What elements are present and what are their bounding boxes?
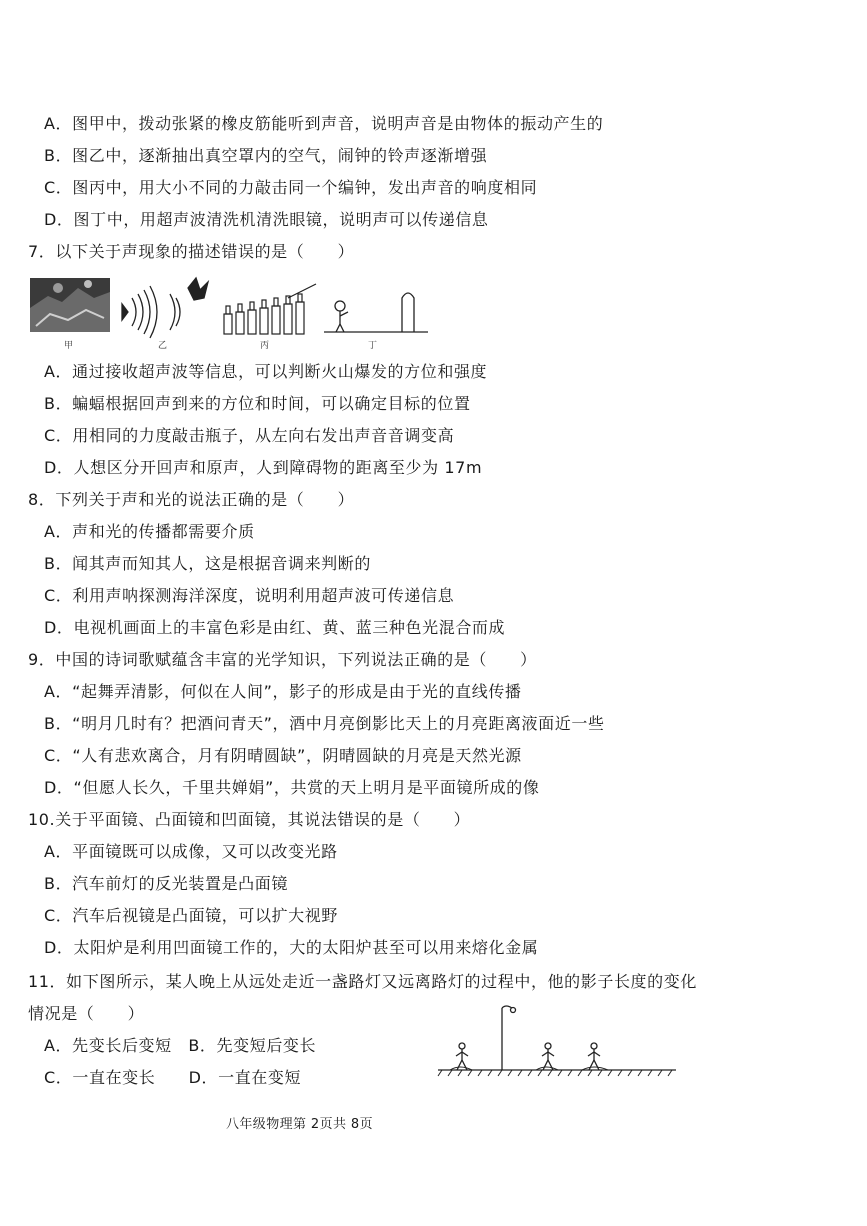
- q10-option-a: A．平面镜既可以成像，又可以改变光路: [44, 842, 338, 861]
- q7-figures: [28, 268, 448, 351]
- caption-ding: 丁: [368, 341, 378, 351]
- q8-stem: 8．下列关于声和光的说法正确的是（ ）: [28, 490, 355, 509]
- q11-options-row1: A．先变长后变短 B．先变短后变长: [44, 1036, 317, 1055]
- q6-option-d: D．图丁中，用超声波清洗机清洗眼镜，说明声可以传递信息: [44, 210, 489, 229]
- bat-echolocation: [122, 278, 208, 338]
- q6-option-a: A．图甲中，拨动张紧的橡皮筋能听到声音，说明声音是由物体的振动产生的: [44, 114, 604, 133]
- q11-options-row2: C．一直在变长 D．一直在变短: [44, 1068, 302, 1087]
- q6-option-c: C．图丙中，用大小不同的力敲击同一个编钟，发出声音的响度相同: [44, 178, 538, 197]
- q10-stem: 10.关于平面镜、凸面镜和凹面镜，其说法错误的是（ ）: [28, 810, 471, 829]
- q7-option-b: B．蝙蝠根据回声到来的方位和时间，可以确定目标的位置: [44, 394, 471, 413]
- caption-yi: 乙: [158, 341, 168, 351]
- q7-option-d: D．人想区分开回声和原声，人到障碍物的距离至少为 17m: [44, 458, 483, 477]
- q10-option-c: C．汽车后视镜是凸面镜，可以扩大视野: [44, 906, 338, 925]
- q8-option-d: D．电视机画面上的丰富色彩是由红、黄、蓝三种色光混合而成: [44, 618, 506, 637]
- person-and-wall: [324, 293, 428, 332]
- q10-option-d: D．太阳炉是利用凹面镜工作的，大的太阳炉甚至可以用来熔化金属: [44, 938, 539, 957]
- streetlight-illustration: [436, 1000, 686, 1080]
- q11-stem-line1: 11．如下图所示，某人晚上从远处走近一盏路灯又远离路灯的过程中，他的影子长度的变化: [28, 972, 697, 991]
- q6-option-b: B．图乙中，逐渐抽出真空罩内的空气，闹钟的铃声逐渐增强: [44, 146, 488, 165]
- q9-option-d: D．“但愿人长久，千里共婵娟”，共赏的天上明月是平面镜所成的像: [44, 778, 540, 797]
- caption-jia: 甲: [64, 341, 74, 351]
- q8-option-c: C．利用声呐探测海洋深度，说明利用超声波可传递信息: [44, 586, 455, 605]
- q7-option-c: C．用相同的力度敲击瓶子，从左向右发出声音音调变高: [44, 426, 455, 445]
- q10-option-b: B．汽车前灯的反光装置是凸面镜: [44, 874, 288, 893]
- q9-stem: 9．中国的诗词歌赋蕴含丰富的光学知识，下列说法正确的是（ ）: [28, 650, 537, 669]
- q11-stem-line2: 情况是（ ）: [28, 1004, 145, 1023]
- page-footer: 八年级物理第 2页共 8页: [226, 1117, 374, 1132]
- q7-figure-illustrations: [28, 268, 448, 348]
- q7-option-a: A．通过接收超声波等信息，可以判断火山爆发的方位和强度: [44, 362, 488, 381]
- bottles: [224, 284, 316, 334]
- q8-option-a: A．声和光的传播都需要介质: [44, 522, 255, 541]
- q7-stem: 7．以下关于声现象的描述错误的是（ ）: [28, 242, 355, 261]
- q11-figure: [436, 1000, 686, 1080]
- q9-option-a: A．“起舞弄清影，何似在人间”，影子的形成是由于光的直线传播: [44, 682, 522, 701]
- q8-option-b: B．闻其声而知其人，这是根据音调来判断的: [44, 554, 371, 573]
- q9-option-c: C．“人有悲欢离合，月有阴晴圆缺”，阴晴圆缺的月亮是天然光源: [44, 746, 522, 765]
- caption-bing: 丙: [260, 341, 270, 351]
- q9-option-b: B．“明月几时有？把酒问青天”，酒中月亮倒影比天上的月亮距离液面近一些: [44, 714, 605, 733]
- volcano-photo: [30, 278, 110, 332]
